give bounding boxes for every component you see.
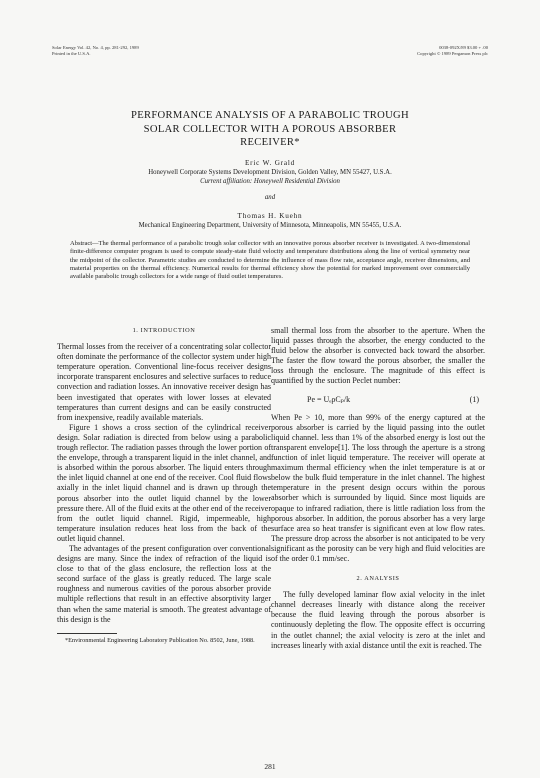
paragraph: The fully developed laminar flow axial velocity in the inlet channel decreases linearly with distance along the receiver because the fluid leaving through the porous absorber is continuously depleting the flow. The opposite effect is occurring in the outlet channel; the axial velocity is zero at the inlet and increases linearly with axial distance until the exit is reached. The bbox=[271, 590, 485, 650]
author-1-name: Eric W. Grald bbox=[244, 159, 296, 167]
footnote: *Environmental Engineering Laboratory Publication No. 8502, June, 1988. bbox=[65, 636, 255, 644]
author-1-affiliation: Honeywell Corporate Systems Development Division, Golden Valley, MN 55427, U.S.A. bbox=[148, 169, 392, 176]
journal-line-2: Printed in the U.S.A. bbox=[52, 51, 91, 56]
section-heading-introduction: 1. INTRODUCTION bbox=[132, 327, 196, 334]
author-2-affiliation: Mechanical Engineering Department, University of Minnesota, Minneapolis, MN 55455, U.S.A. bbox=[138, 222, 402, 229]
footnote-divider bbox=[57, 633, 117, 634]
paragraph: When Pe > 10, more than 99% of the energy captured at the porous absorber is carried by the liquid passing into the outlet liquid channel. less than 1% of the absorbed energy is lost out the transparent envelope[1]. The loss through the aperture is a strong function of inlet liquid temperature. The receiver will operate at maximum thermal efficiency when the inlet temperature is at or below the bulk fluid temperature in the inlet channel. The highest temperature in the present design occurs within the porous absorber which is surrounded by liquid. Since most liquids are opaque to infrared radiation, there is little radiation loss from the porous absorber. In addition, the porous absorber has a very large surface area so heat transfer is significant even at low flow rates. The pressure drop across the absorber is not anticipated to be very significant as the porosity can be very high and fluid velocities are of the order 0.1 mm/sec. bbox=[271, 412, 485, 563]
issn-line-2: Copyright © 1989 Pergamon Press plc bbox=[417, 51, 488, 56]
and-connector: and bbox=[264, 194, 276, 201]
paragraph: Thermal losses from the receiver of a concentrating solar collector often dominate the performance of the collector system under high temperature operation. Conventional line-focus receiver designs incorporate transparent enclosures and selective surfaces to reduce convection and radiation losses. An innovative receiver design has been investigated that operates with lower losses at elevated temperatures than current designs and can be easily constructed from inexpensive, readily available materials. bbox=[57, 342, 271, 422]
paragraph: small thermal loss from the absorber to the aperture. When the liquid passes through the absorber, the energy conducted to the fluid below the absorber is convected back toward the absorber. The faster the flow toward the porous absorber, the smaller the loss through the enclosure. The magnitude of this effect is quantified by the suction Peclet number: bbox=[271, 326, 485, 386]
paragraph: The advantages of the present configuration over conventional designs are many. Since the index of refraction of the liquid is close to that of the glass enclosure, the reflection loss at the second surface of the glass is greatly reduced. The large scale roughness and numerous cavities of the porous absorber provide multiple reflections that result in an effective absorptivity larger than when the same material is smooth. The greatest advantage of this design is the bbox=[57, 543, 271, 624]
equation-1 bbox=[307, 395, 479, 405]
page-number: 281 bbox=[264, 762, 276, 771]
author-2-name: Thomas H. Kuehn bbox=[237, 212, 303, 220]
equation-body: Pe = UₑρCₚ/k bbox=[307, 394, 351, 404]
title-line-1: PERFORMANCE ANALYSIS OF A PARABOLIC TROUGH bbox=[131, 110, 409, 121]
author-1-current-affiliation: Current affiliation: Honeywell Residential Division bbox=[200, 178, 340, 185]
paragraph: Figure 1 shows a cross section of the cylindrical receiver design. Solar radiation is directed from below using a parabolic trough reflector. The radiation passes through the lower portion of the envelope, through a transparent liquid in the inlet channel, and is absorbed within the porous absorber. The liquid enters through the inlet liquid channel at one end of the receiver. Cool fluid flows axially in the inlet liquid channel and is drawn up through the porous absorber into the outlet liquid channel by the lower pressure there. All of the fluid exits at the other end of the receiver from the outlet liquid channel. Rigid, impermeable, high temperature insulation reduces heat loss from the back of the outlet liquid channel. bbox=[57, 422, 271, 543]
right-column bbox=[271, 326, 485, 651]
abstract bbox=[70, 240, 470, 281]
abstract-label: Abstract— bbox=[70, 240, 99, 247]
equation-number: (1) bbox=[469, 394, 479, 404]
left-column bbox=[57, 326, 271, 645]
journal-citation bbox=[52, 45, 139, 57]
issn-copyright bbox=[417, 45, 488, 57]
abstract-text: The thermal performance of a parabolic trough solar collector with an innovative porous absorber receiver is investigated. A two-dimensional finite-difference computer program is used to compute steady-state fluid velocity and temperature distributions along the line of vertical symmetry near the midpoint of the collector. Parametric studies are conducted to determine the influence of mass flow rate, acceptance angle, receiver dimensions, and material properties on the thermal efficiency. Numerical results for thermal efficiency show the potential for marked improvement over commercially available parabolic trough collectors for a wide range of fluid outlet temperatures. bbox=[70, 240, 470, 281]
issn-line-1: 0038-092X/89 $3.00 + .00 bbox=[439, 45, 488, 50]
paper-title bbox=[0, 109, 540, 150]
journal-line-1: Solar Energy Vol. 42, No. 4, pp. 281-292, 1989 bbox=[52, 45, 139, 50]
section-heading-analysis: 2. ANALYSIS bbox=[356, 575, 400, 583]
title-line-2: SOLAR COLLECTOR WITH A POROUS ABSORBER bbox=[143, 123, 397, 135]
title-line-3: RECEIVER* bbox=[240, 137, 300, 148]
